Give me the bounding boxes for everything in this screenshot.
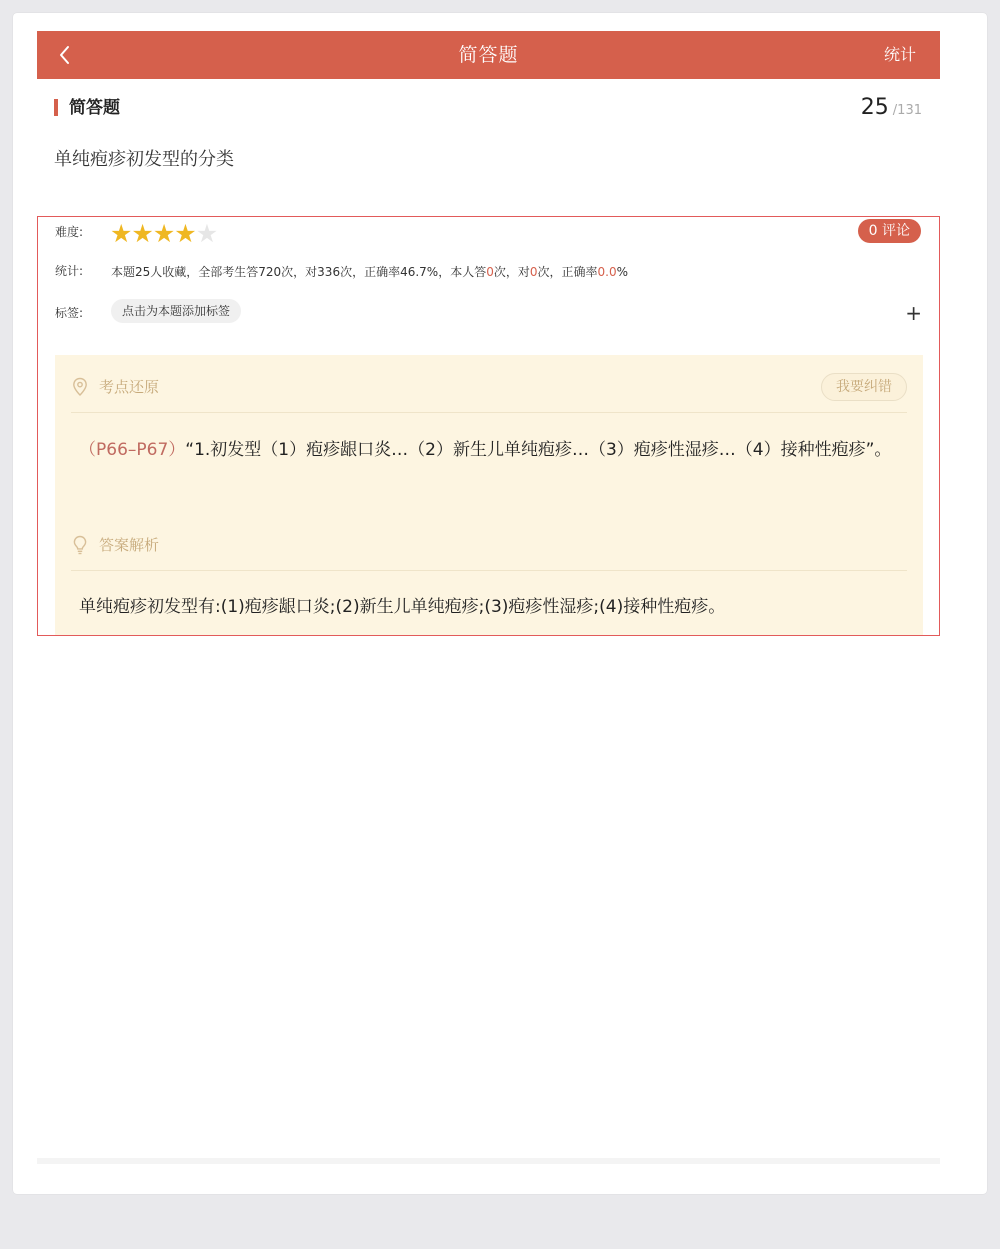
page-title: 简答题: [458, 44, 519, 66]
top-nav-bar: [37, 31, 940, 79]
plus-icon[interactable]: +: [905, 301, 922, 325]
section-accent-bar: [54, 99, 58, 116]
page-reference: （P66–P67）: [79, 440, 186, 460]
explanation-panel: [55, 355, 923, 636]
current-question-number: 25: [860, 95, 889, 120]
question-type-header: [54, 97, 924, 119]
tags-label: 标签:: [55, 306, 84, 320]
bottom-toolbar-edge: [37, 1158, 940, 1164]
difficulty-label: 难度:: [55, 225, 84, 239]
stats-label: 统计:: [55, 264, 84, 278]
star-filled-icon: ★: [110, 219, 132, 248]
star-filled-icon: ★: [152, 219, 175, 248]
answer-analysis-text: 单纯疱疹初发型有:(1)疱疹龈口炎;(2)新生儿单纯疱疹;(3)疱疹性湿疹;(4)接种性疱疹。: [79, 597, 726, 617]
my-correct-count: 0: [529, 265, 538, 279]
difficulty-stars: [110, 221, 217, 247]
comments-button[interactable]: 0 评论: [858, 219, 921, 243]
location-pin-icon: [71, 377, 89, 397]
my-correct-rate: 0.0: [597, 265, 617, 279]
star-filled-icon: ★: [174, 219, 196, 248]
divider: [71, 570, 907, 571]
my-answer-count: 0: [486, 265, 494, 279]
star-empty-icon: ★: [195, 219, 218, 248]
divider: [71, 412, 907, 413]
add-tag-button[interactable]: 点击为本题添加标签: [111, 299, 241, 323]
analysis-header: [71, 533, 907, 557]
point-header: [71, 375, 907, 399]
point-label: 考点还原: [99, 378, 160, 396]
question-counter: [861, 95, 922, 124]
question-type-title: 简答题: [69, 98, 120, 118]
stats-text: 本题25人收藏，全部考生答720次，对336次，正确率46.7%，本人答0次，对0次，正确率0.0%: [111, 265, 629, 279]
report-error-button[interactable]: 我要纠错: [821, 373, 907, 401]
question-info-box: [37, 216, 940, 636]
analysis-label: 答案解析: [99, 536, 160, 554]
stats-button[interactable]: 统计: [883, 45, 916, 64]
total-question-count: /131: [892, 103, 922, 118]
star-filled-icon: ★: [131, 219, 153, 248]
lightbulb-icon: [71, 535, 89, 555]
question-text: 单纯疱疹初发型的分类: [54, 149, 234, 170]
point-text: （P66–P67）“1.初发型（1）疱疹龈口炎…（2）新生儿单纯疱疹…（3）疱疹性湿疹…（4）接种性疱疹”。: [79, 440, 892, 460]
